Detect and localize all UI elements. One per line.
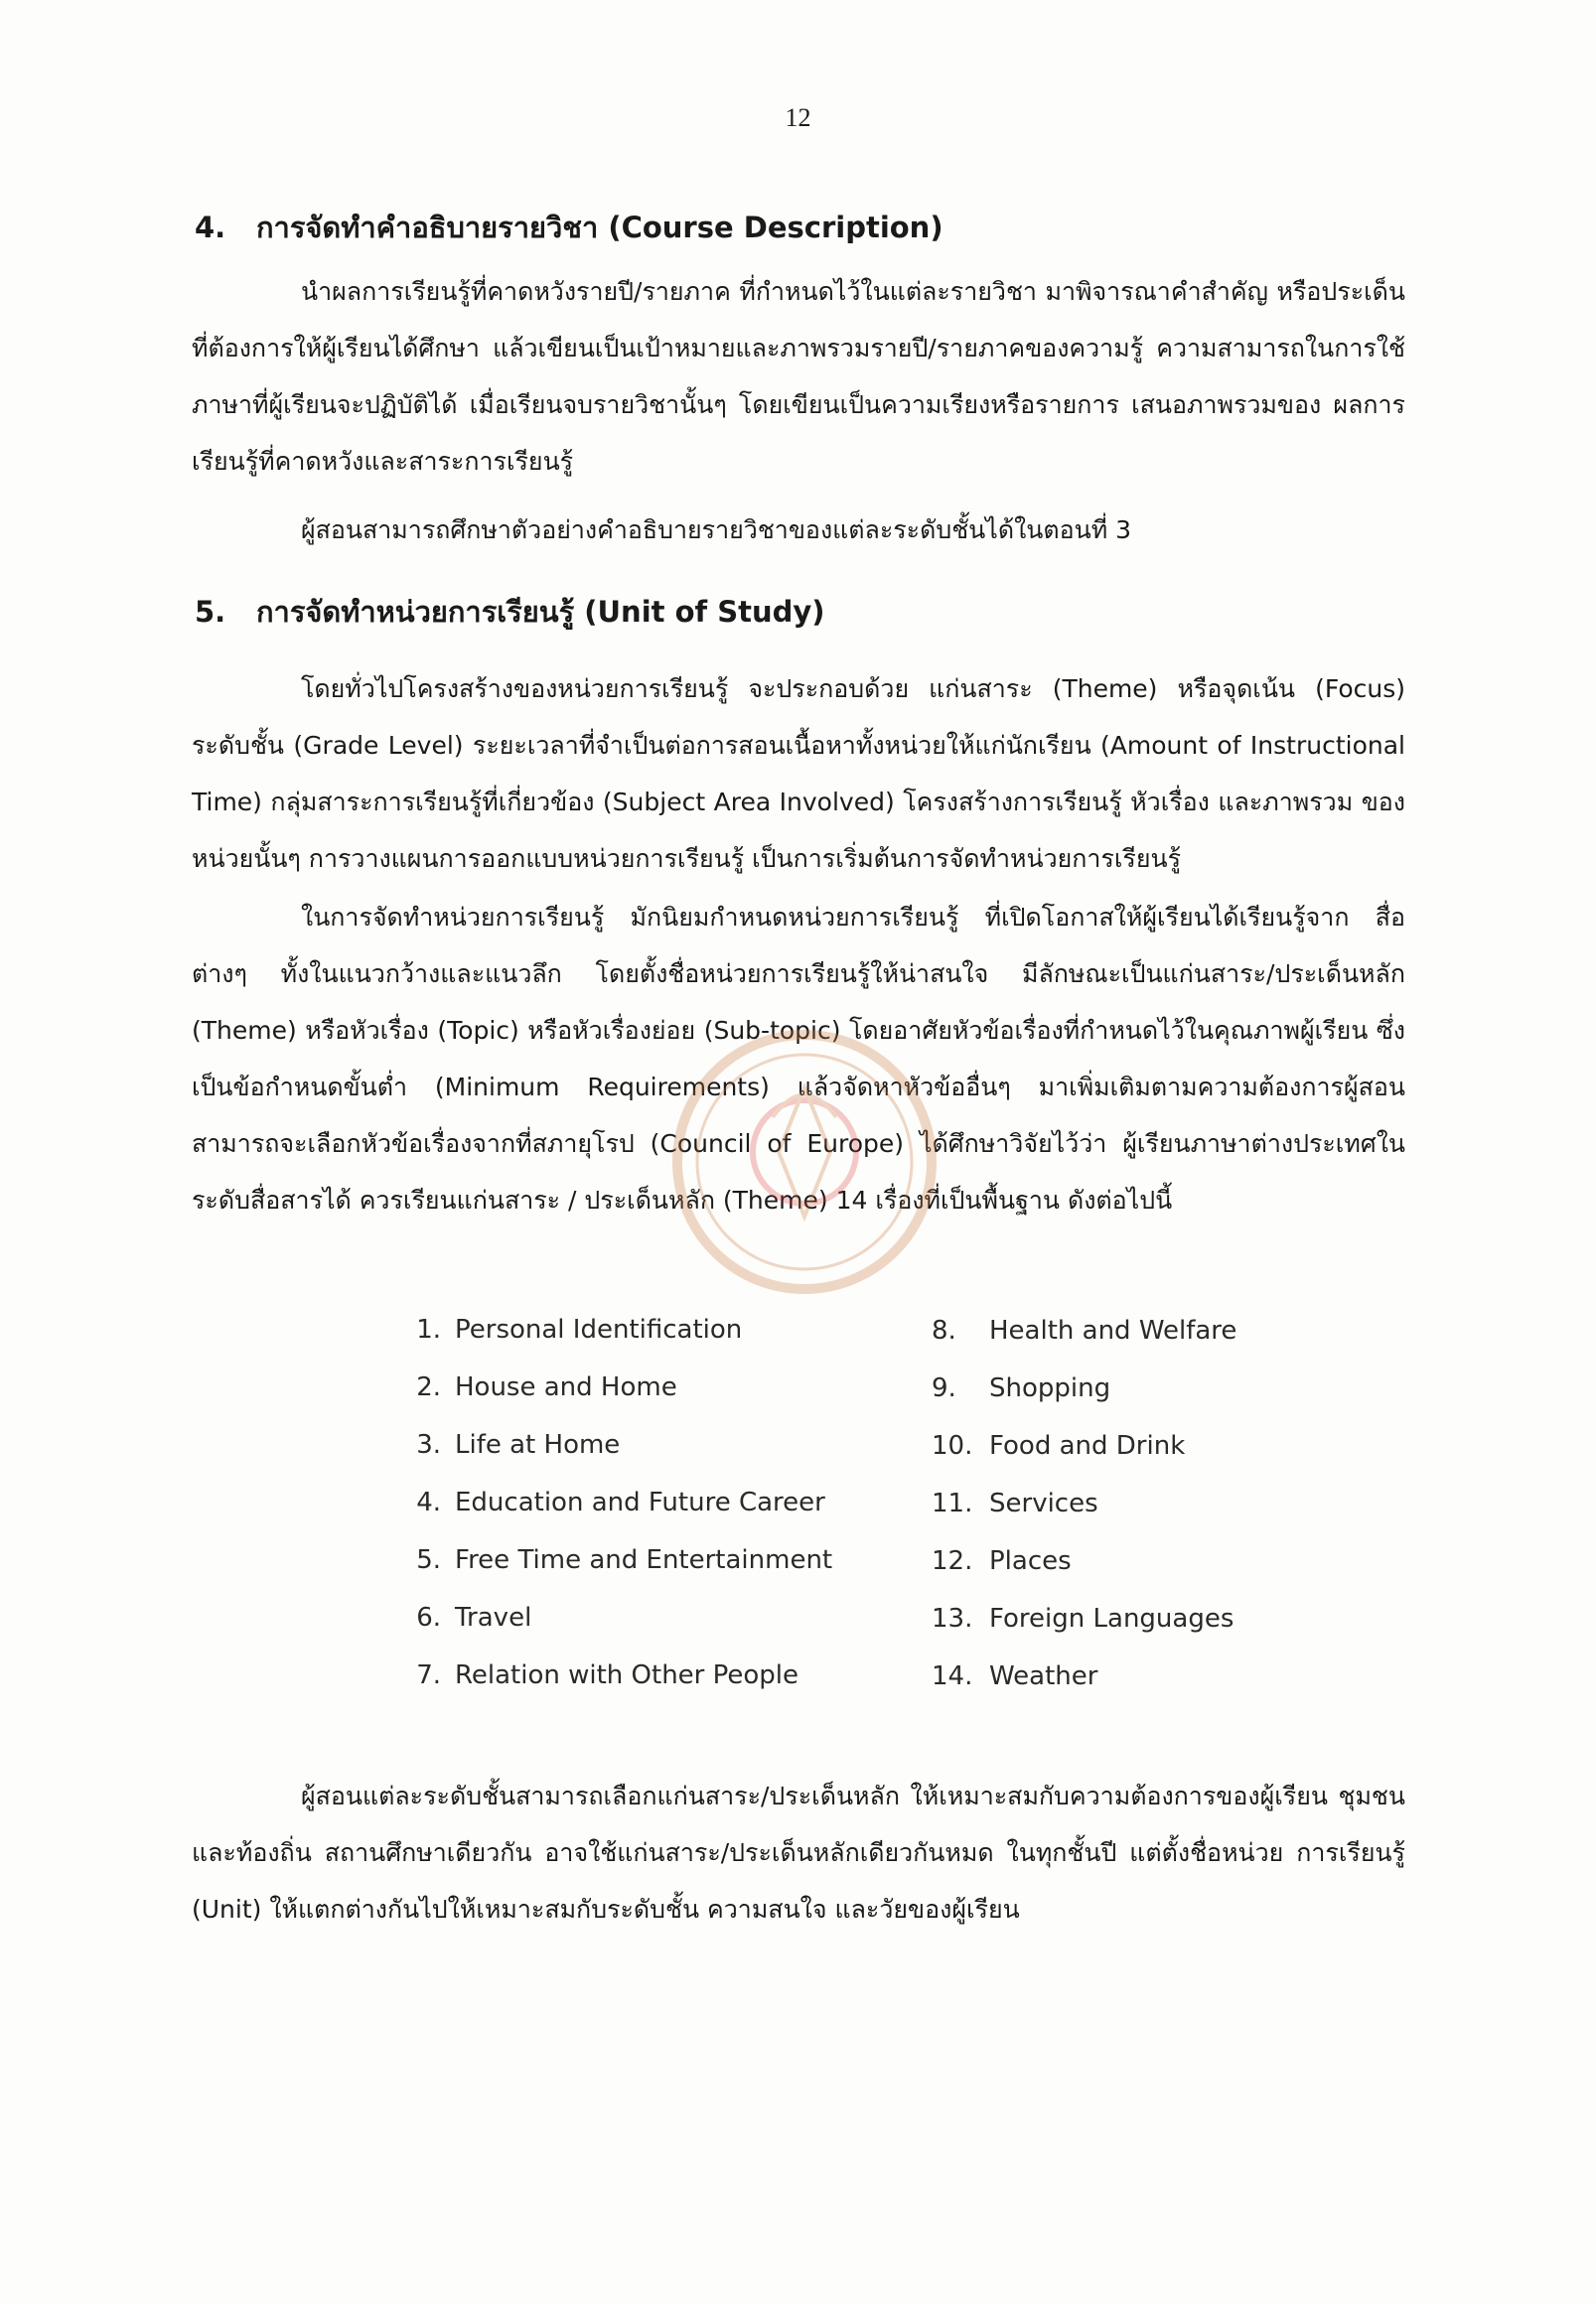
list-item: 14. Weather xyxy=(932,1661,1098,1691)
section-5-title: การจัดทำหน่วยการเรียนรู้ (Unit of Study) xyxy=(256,595,825,629)
list-item: 7. Relation with Other People xyxy=(416,1660,799,1690)
page-number: 12 xyxy=(785,103,811,132)
list-item: 5. Free Time and Entertainment xyxy=(416,1545,833,1575)
section-5-heading xyxy=(195,589,825,635)
list-item: 4. Education and Future Career xyxy=(416,1488,825,1517)
theme-list-right xyxy=(932,1302,1236,1705)
section-4-paragraph-2: ผู้สอนสามารถศึกษาตัวอย่างคำอธิบายรายวิชาของแต่ละระดับชั้นได้ในตอนที่ 3 xyxy=(301,515,1132,544)
section-5-paragraph-2: ในการจัดทำหน่วยการเรียนรู้ มักนิยมกำหนดหน่วยการเรียนรู้ ที่เปิดโอกาสให้ผู้เรียนได้เรียนรู้จาก สื่อต่างๆ ทั้งในแนวกว้างและแนวลึก โดยตั้งชื่อหน่วยการเรียนรู้ให้น่าสนใจ มีลักษณะเป็นแก่นสาระ/ประเด็นหลัก (Theme) หรือหัวเรื่อง (Topic) หรือหัวเรื่องย่อย (Sub-topic) โดยอาศัยหัวข้อเรื่องที่กำหนดไว้ในคุณภาพผู้เรียน ซึ่งเป็นข้อกำหนดขั้นต่ำ (Minimum Requirements) แล้วจัดหาหัวข้ออื่นๆ มาเพิ่มเติมตามความต้องการผู้สอน สามารถจะเลือกหัวข้อเรื่องจากที่สภายุโรป (Council of Europe) ได้ศึกษาวิจัยไว้ว่า ผู้เรียนภาษาต่างประเทศใน ระดับสื่อสารได้ ควรเรียนแก่นสาระ / ประเด็นหลัก (Theme) 14 เรื่องที่เป็นพื้นฐาน ดังต่อไปนี้ xyxy=(192,903,1405,1215)
list-item: 9. Shopping xyxy=(932,1373,1111,1403)
section-4-title: การจัดทำคำอธิบายรายวิชา (Course Description) xyxy=(256,211,943,244)
section-5-number: 5. xyxy=(195,595,226,629)
list-item: 1. Personal Identification xyxy=(416,1315,743,1345)
section-4-number: 4. xyxy=(195,211,226,244)
list-item: 10. Food and Drink xyxy=(932,1431,1186,1461)
list-item: 6. Travel xyxy=(416,1603,532,1633)
list-item: 12. Places xyxy=(932,1546,1072,1576)
section-5-paragraph-1: โดยทั่วไปโครงสร้างของหน่วยการเรียนรู้ จะประกอบด้วย แก่นสาระ (Theme) หรือจุดเน้น (Focus) ระดับชั้น (Grade Level) ระยะเวลาที่จำเป็นต่อการสอนเนื้อหาทั้งหน่วยให้แก่นักเรียน (Amount of Instructional Time) กลุ่มสาระการเรียนรู้ที่เกี่ยวข้อง (Subject Area Involved) โครงสร้างการเรียนรู้ หัวเรื่อง และภาพรวม ของหน่วยนั้นๆ การวางแผนการออกแบบหน่วยการเรียนรู้ เป็นการเริ่มต้นการจัดทำหน่วยการเรียนรู้ xyxy=(192,674,1405,873)
theme-list-left xyxy=(405,1301,832,1704)
closing-paragraph: ผู้สอนแต่ละระดับชั้นสามารถเลือกแก่นสาระ/ประเด็นหลัก ให้เหมาะสมกับความต้องการของผู้เรียน ชุมชน และท้องถิ่น สถานศึกษาเดียวกัน อาจใช้แก่นสาระ/ประเด็นหลักเดียวกันหมด ในทุกชั้นปี แต่ตั้งชื่อหน่วย การเรียนรู้ (Unit) ให้แตกต่างกันไปให้เหมาะสมกับระดับชั้น ความสนใจ และวัยของผู้เรียน xyxy=(192,1782,1405,1924)
section-4-paragraph-1: นำผลการเรียนรู้ที่คาดหวังรายปี/รายภาค ที่กำหนดไว้ในแต่ละรายวิชา มาพิจารณาคำสำคัญ หรือประเด็น ที่ต้องการให้ผู้เรียนได้ศึกษา แล้วเขียนเป็นเป้าหมายและภาพรวมรายปี/รายภาคของความรู้ ความสามารถในการใช้ ภาษาที่ผู้เรียนจะปฏิบัติได้ เมื่อเรียนจบรายวิชานั้นๆ โดยเขียนเป็นความเรียงหรือรายการ เสนอภาพรวมของ ผลการเรียนรู้ที่คาดหวังและสาระการเรียนรู้ xyxy=(192,277,1405,476)
list-item: 11. Services xyxy=(932,1489,1098,1518)
section-4-heading xyxy=(195,205,943,250)
list-item: 3. Life at Home xyxy=(416,1430,621,1460)
list-item: 2. House and Home xyxy=(416,1372,677,1402)
list-item: 8. Health and Welfare xyxy=(932,1316,1237,1346)
list-item: 13. Foreign Languages xyxy=(932,1604,1234,1634)
